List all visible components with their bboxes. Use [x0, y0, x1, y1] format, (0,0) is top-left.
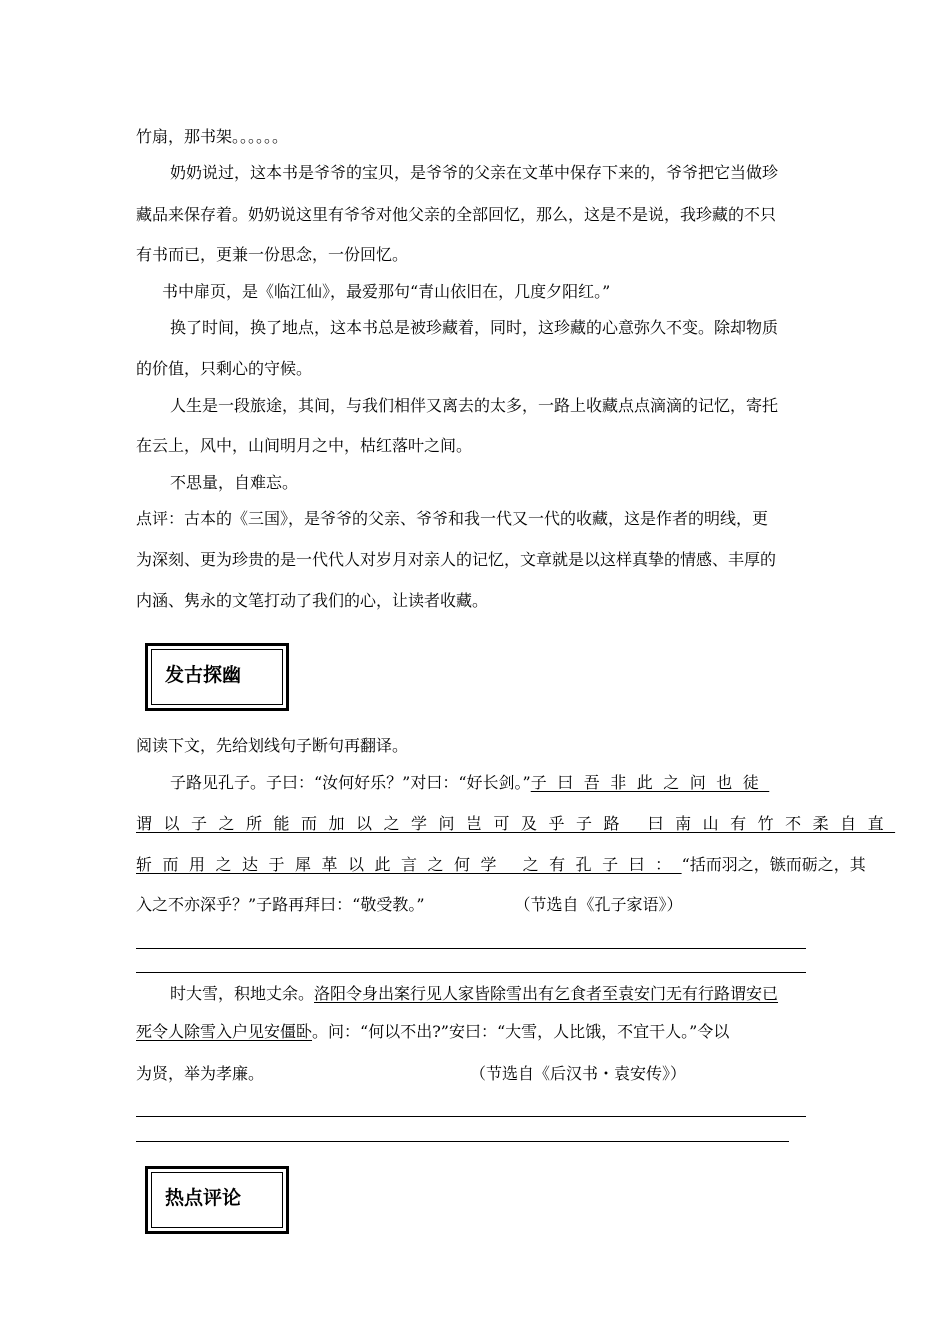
essay-line: 竹扇，那书架。。。。。。	[136, 127, 289, 146]
answer-line	[136, 1141, 789, 1142]
section-header-box	[145, 643, 289, 711]
passage-line	[170, 984, 778, 1004]
essay-line: 换了时间，换了地点，这本书总是被珍藏着，同时，这珍藏的心意弥久不变。除却物质	[170, 318, 779, 337]
essay-line: 奶奶说过，这本书是爷爷的宝贝，是爷爷的父亲在文革中保存下来的，爷爷把它当做珍	[170, 163, 779, 182]
passage-text: 子路见孔子。子曰：“汝何好乐？”对曰：“好长剑。”	[170, 773, 531, 792]
answer-line	[136, 948, 806, 949]
comment-line: 为深刻、更为珍贵的是一代代人对岁月对亲人的记忆，文章就是以这样真挚的情感、丰厚的	[136, 550, 777, 569]
passage-text: 为贤，举为孝廉。	[136, 1064, 265, 1083]
passage-line	[136, 1022, 729, 1042]
essay-line: 在云上，风中，山间明月之中，枯红落叶之间。	[136, 436, 473, 455]
underlined-sentence: 斩而用之达于犀革以此言之何学 之有孔子曰：	[136, 855, 682, 874]
essay-line: 不思量，自难忘。	[170, 473, 299, 492]
passage-text: 时大雪，积地丈余。	[170, 984, 315, 1003]
underlined-sentence: 谓以子之所能而加以之学问岂可及乎子路 曰南山有竹不柔自直	[136, 814, 896, 833]
passage-line	[136, 855, 866, 875]
source-citation: （节选自《孔子家语》）	[522, 895, 683, 914]
passage-text: 入之不亦深乎？”子路再拜曰：“敬受教。”	[136, 895, 425, 914]
section-header-box	[145, 1166, 289, 1234]
essay-line: 的价值，只剩心的守候。	[136, 359, 313, 378]
comment-line: 内涵、隽永的文笔打动了我们的心，让读者收藏。	[136, 591, 489, 610]
source-citation: （节选自《后汉书・袁安传》）	[478, 1064, 687, 1083]
comment-line: 点评：古本的《三国》，是爷爷的父亲、爷爷和我一代又一代的收藏，这是作者的明线，更	[136, 509, 769, 528]
essay-line: 藏品来保存着。奶奶说这里有爷爷对他父亲的全部回忆，那么，这是不是说，我珍藏的不只	[136, 205, 777, 224]
essay-line: 书中扉页，是《临江仙》，最爱那句“青山依旧在，几度夕阳红。”	[162, 282, 611, 301]
section-title: 热点评论	[165, 1187, 242, 1209]
underlined-sentence: 死令人除雪入户见安僵卧	[136, 1022, 313, 1041]
answer-line	[136, 1116, 806, 1117]
passage-line	[136, 814, 895, 834]
passage-text: “括而羽之，镞而砺之，其	[681, 855, 866, 874]
passage-line	[136, 1064, 686, 1084]
underlined-sentence: 子曰吾非此之问也徒	[530, 773, 770, 792]
passage-line	[170, 773, 769, 793]
essay-line: 人生是一段旅途，其间，与我们相伴又离去的太多，一路上收藏点点滴滴的记忆，寄托	[170, 396, 779, 415]
section-title: 发古探幽	[165, 664, 242, 686]
instruction: 阅读下文，先给划线句子断句再翻译。	[136, 736, 409, 755]
answer-line	[136, 972, 806, 973]
underlined-sentence: 洛阳令身出案行见人家皆除雪出有乞食者至袁安门无有行路谓安已	[314, 984, 779, 1003]
passage-text: 。问：“何以不出?”安曰：“大雪，人比饿，不宜干人。”令以	[312, 1022, 730, 1041]
essay-line: 有书而已，更兼一份思念，一份回忆。	[136, 245, 409, 264]
passage-line	[136, 895, 683, 915]
